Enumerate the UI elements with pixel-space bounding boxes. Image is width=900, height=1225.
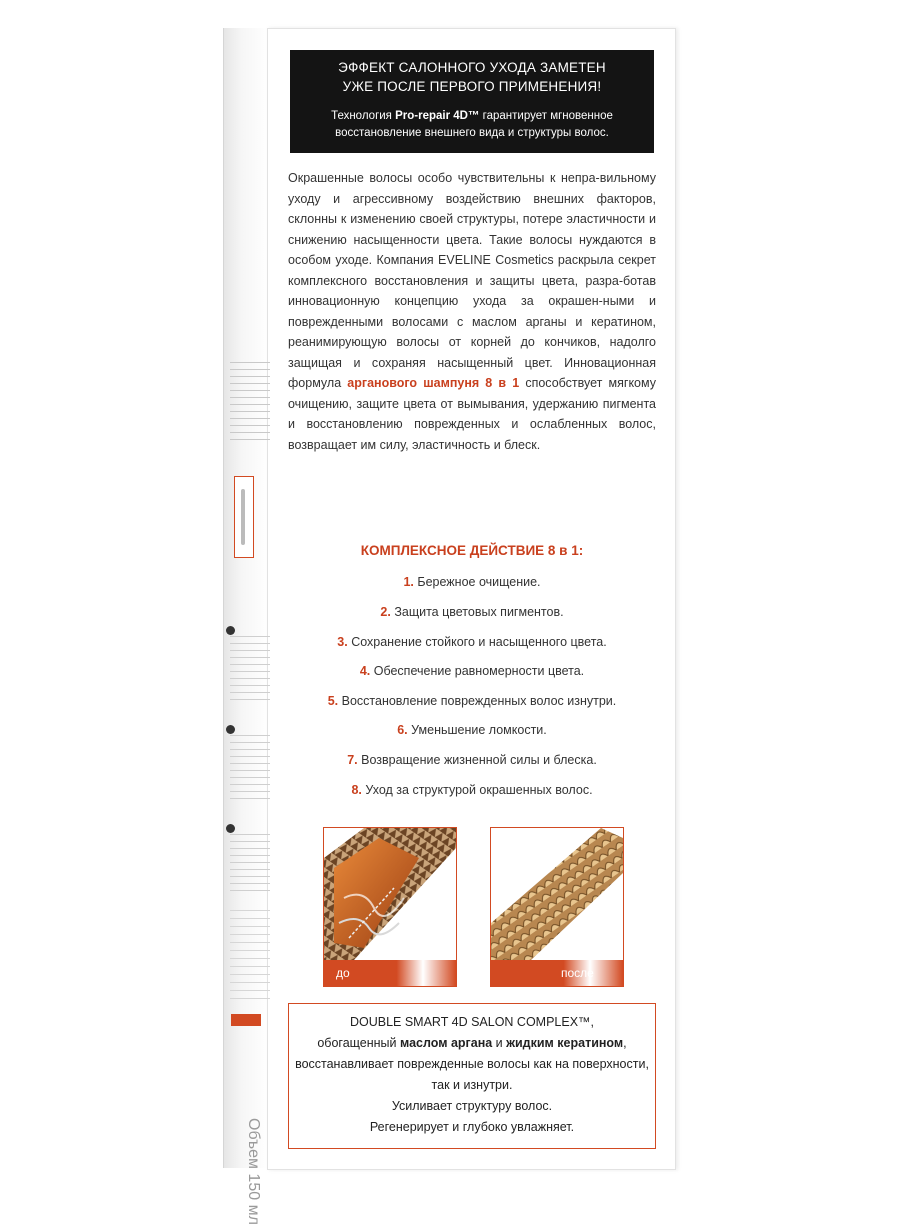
complex-bold-keratin: жидким кератином <box>506 1036 624 1050</box>
header-title-line-2: УЖЕ ПОСЛЕ ПЕРВОГО ПРИМЕНЕНИЯ! <box>342 79 602 94</box>
header-box <box>290 50 654 153</box>
action-item-4 <box>290 664 654 678</box>
action-num: 3. <box>337 635 348 649</box>
action-num: 6. <box>397 723 408 737</box>
header-sub-prefix: Технология <box>331 110 396 122</box>
after-hair-image <box>490 827 624 987</box>
action-text: Защита цветовых пигментов. <box>390 605 564 619</box>
complex-line-1: DOUBLE SMART 4D SALON COMPLEX™, <box>349 1015 595 1029</box>
description-accent: арганового шампуня 8 в 1 <box>347 376 520 390</box>
action-text: Бережное очищение. <box>413 575 541 589</box>
action-num: 1. <box>403 575 414 589</box>
action-num: 8. <box>351 783 362 797</box>
action-item-7 <box>290 753 654 767</box>
complex-text-part: обогащенный <box>317 1036 400 1050</box>
side-volume-label: Объем 150 мл <box>245 1118 262 1225</box>
complex-text-part: , восстанавливает поврежденные волосы как на поверхности, так и изнутри. <box>295 1036 649 1092</box>
action-text: Обеспечение равномерности цвета. <box>370 664 585 678</box>
side-step-1-icon <box>226 626 235 635</box>
action-item-5 <box>290 694 654 708</box>
after-caption: после <box>561 966 594 980</box>
header-title-line-1: ЭФФЕКТ САЛОННОГО УХОДА ЗАМЕТЕН <box>338 60 606 75</box>
complex-line-4: Регенерирует и глубоко увлажняет. <box>369 1120 575 1134</box>
complex-text <box>295 1012 649 1138</box>
complex-line-3: Усиливает структуру волос. <box>391 1099 553 1113</box>
side-fine-print-2 <box>230 636 270 706</box>
after-caption-bar <box>491 960 623 986</box>
action-num: 7. <box>347 753 358 767</box>
complex-line-2 <box>295 1033 649 1096</box>
side-website-badge <box>231 1014 261 1026</box>
action-num: 2. <box>380 605 391 619</box>
action-num: 4. <box>359 664 371 678</box>
before-caption: до <box>336 966 350 980</box>
action-text: Сохранение стойкого и насыщенного цвета. <box>347 635 607 649</box>
action-item-1 <box>290 575 654 589</box>
complex-text-part: и <box>492 1036 507 1050</box>
header-sub-technology: Pro-repair 4D™ <box>395 110 480 122</box>
action-text: Уменьшение ломкости. <box>407 723 547 737</box>
action-item-6 <box>290 723 654 737</box>
complex-bold-argan: маслом аргана <box>400 1036 493 1050</box>
side-fine-print-4 <box>230 834 270 894</box>
action-item-8 <box>290 783 654 797</box>
action-item-3 <box>290 635 654 649</box>
header-sub-suffix: гарантирует мгновенное восстановление внешнего вида и структуры волос. <box>335 110 613 139</box>
action-num: 5. <box>327 694 339 708</box>
side-fine-print-5 <box>230 910 270 1006</box>
side-step-2-icon <box>226 725 235 734</box>
side-fine-print-1 <box>230 362 270 442</box>
side-step-3-icon <box>226 824 235 833</box>
complex-info-box <box>288 1003 656 1149</box>
description-text <box>288 168 656 455</box>
action-heading: КОМПЛЕКСНОЕ ДЕЙСТВИЕ 8 в 1: <box>360 543 584 558</box>
before-hair-image <box>323 827 457 987</box>
action-text: Возвращение жизненной силы и блеска. <box>357 753 597 767</box>
side-fine-print-3 <box>230 735 270 805</box>
description-part-1: Окрашенные волосы особо чувствительны к непра-вильному уходу и агрессивному воздействию внешних факторов, склонны к изменению своей структуры, потере эластичности и снижению насыщенности цвета. Такие волосы нуждаются в особом уходе. Компания EVELINE Cosmetics раскрыла секрет комплексного восстановления и защиты цвета, разра-ботав инновационную концепцию ухода за окрашен-ными и поврежденными волосами с маслом арганы и кератином, реанимирующую волосы от корней до кончиков, надолго защищая и сохраняя насыщенный цвет. Инновационная формула <box>288 171 656 390</box>
header-subtitle <box>298 108 646 142</box>
action-text: Уход за структурой окрашенных волос. <box>361 783 593 797</box>
damaged-hair-illustration <box>324 828 456 960</box>
description-part-2: способствует мягкому очищению, защите цвета от вымывания, удержанию пигмента и восстановлению поврежденных и ослабленных волос, возвращает им силу, эластичность и блеск. <box>288 376 656 452</box>
healthy-hair-illustration <box>491 828 623 960</box>
action-text: Восстановление поврежденных волос изнутри. <box>338 694 617 708</box>
header-title <box>290 58 654 96</box>
comb-icon <box>234 476 254 558</box>
action-item-2 <box>290 605 654 619</box>
